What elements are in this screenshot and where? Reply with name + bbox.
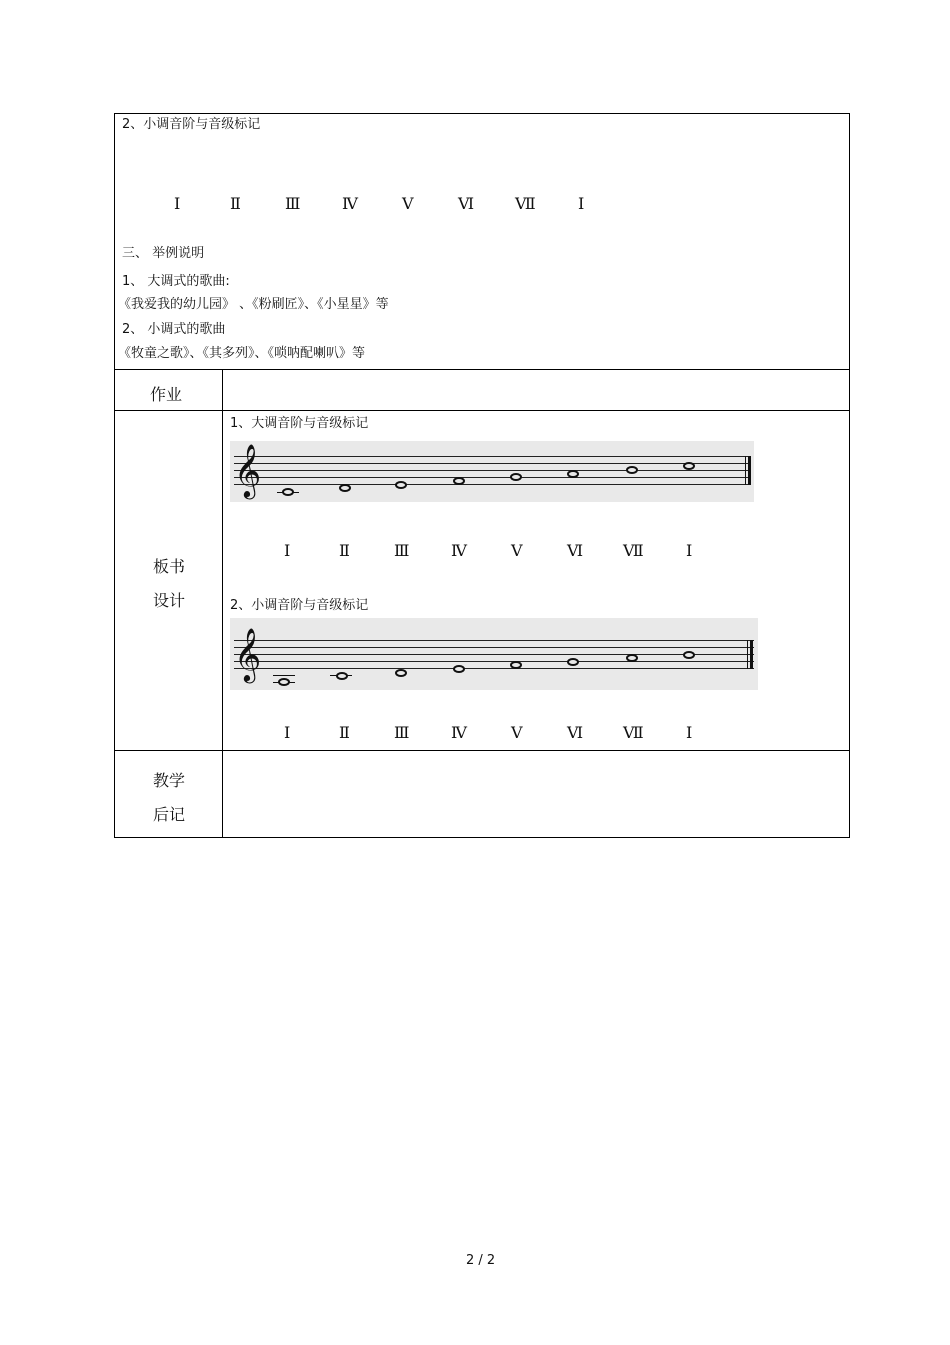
whole-note — [336, 672, 348, 680]
whole-note — [278, 678, 290, 686]
homework-label: 作业 — [150, 385, 183, 404]
final-barline-thick — [748, 456, 751, 485]
whole-note — [510, 661, 522, 669]
degree-label: Ⅳ — [451, 541, 467, 560]
staff-line — [234, 640, 754, 641]
degree-label: Ⅰ — [686, 723, 693, 742]
whole-note — [683, 462, 695, 470]
notes-label-2: 后记 — [153, 805, 186, 824]
board-major-title: 1、大调音阶与音级标记 — [230, 416, 369, 431]
degree-label: Ⅰ — [284, 541, 291, 560]
minor-songs-label: 2、 小调式的歌曲 — [122, 322, 226, 337]
table-border-bottom — [114, 837, 850, 838]
staff-line — [234, 456, 750, 457]
degree-label: Ⅲ — [394, 723, 410, 742]
minor-songs-list: 《牧童之歌》、《其多列》、《唢呐配喇叭》等 — [118, 346, 366, 361]
table-border-left — [114, 113, 115, 837]
staff-line — [234, 647, 754, 648]
degree-label: Ⅴ — [511, 723, 523, 742]
board-label-1: 板书 — [153, 557, 186, 576]
whole-note — [683, 651, 695, 659]
degree-label: Ⅵ — [567, 541, 584, 560]
whole-note — [567, 658, 579, 666]
degree-label: Ⅳ — [342, 194, 358, 213]
column-divider — [222, 369, 223, 837]
notes-label-1: 教学 — [153, 771, 186, 790]
degree-label: Ⅶ — [623, 541, 644, 560]
degree-label: Ⅵ — [458, 194, 475, 213]
ledger-line — [273, 675, 295, 676]
whole-note — [626, 654, 638, 662]
whole-note — [453, 665, 465, 673]
staff-line — [234, 654, 754, 655]
table-border-right — [849, 113, 850, 837]
degree-label: Ⅰ — [686, 541, 693, 560]
degree-label: Ⅲ — [394, 541, 410, 560]
staff-line — [234, 470, 750, 471]
row-divider-homework — [114, 369, 850, 370]
whole-note — [626, 466, 638, 474]
row-divider-board — [114, 410, 850, 411]
staff-background — [230, 441, 754, 502]
degree-label: Ⅱ — [339, 541, 350, 560]
degree-label: Ⅴ — [511, 541, 523, 560]
whole-note — [510, 473, 522, 481]
major-songs-label: 1、 大调式的歌曲: — [122, 274, 230, 289]
treble-clef-icon: 𝄞 — [234, 443, 262, 497]
staff-line — [234, 484, 750, 485]
page-number: 2 / 2 — [466, 1253, 496, 1268]
degree-label: Ⅰ — [284, 723, 291, 742]
staff-line — [234, 477, 750, 478]
staff-line — [234, 668, 754, 669]
whole-note — [339, 484, 351, 492]
final-barline-thick — [750, 640, 753, 669]
major-songs-list: 《我爱我的幼儿园》 、《粉刷匠》、《小星星》等 — [118, 297, 389, 312]
degree-label: Ⅰ — [578, 194, 585, 213]
degree-label: Ⅶ — [515, 194, 536, 213]
degree-label: Ⅶ — [623, 723, 644, 742]
board-label-2: 设计 — [153, 591, 186, 610]
whole-note — [567, 470, 579, 478]
final-barline-thin — [747, 640, 748, 669]
final-barline-thin — [745, 456, 746, 485]
staff-line — [234, 463, 750, 464]
section3-title: 三、 举例说明 — [122, 246, 205, 261]
board-minor-title: 2、小调音阶与音级标记 — [230, 598, 369, 613]
degree-label: Ⅱ — [339, 723, 350, 742]
whole-note — [282, 488, 294, 496]
whole-note — [395, 481, 407, 489]
row-divider-notes — [114, 750, 850, 751]
table-border-top — [114, 113, 850, 114]
whole-note — [395, 669, 407, 677]
staff-line — [234, 661, 754, 662]
degree-label: Ⅳ — [451, 723, 467, 742]
degree-label: Ⅱ — [230, 194, 241, 213]
degree-label: Ⅲ — [285, 194, 301, 213]
minor-scale-title: 2、小调音阶与音级标记 — [122, 117, 261, 132]
degree-label: Ⅵ — [567, 723, 584, 742]
whole-note — [453, 477, 465, 485]
degree-label: Ⅴ — [402, 194, 414, 213]
degree-label: Ⅰ — [174, 194, 181, 213]
treble-clef-icon: 𝄞 — [234, 627, 262, 681]
